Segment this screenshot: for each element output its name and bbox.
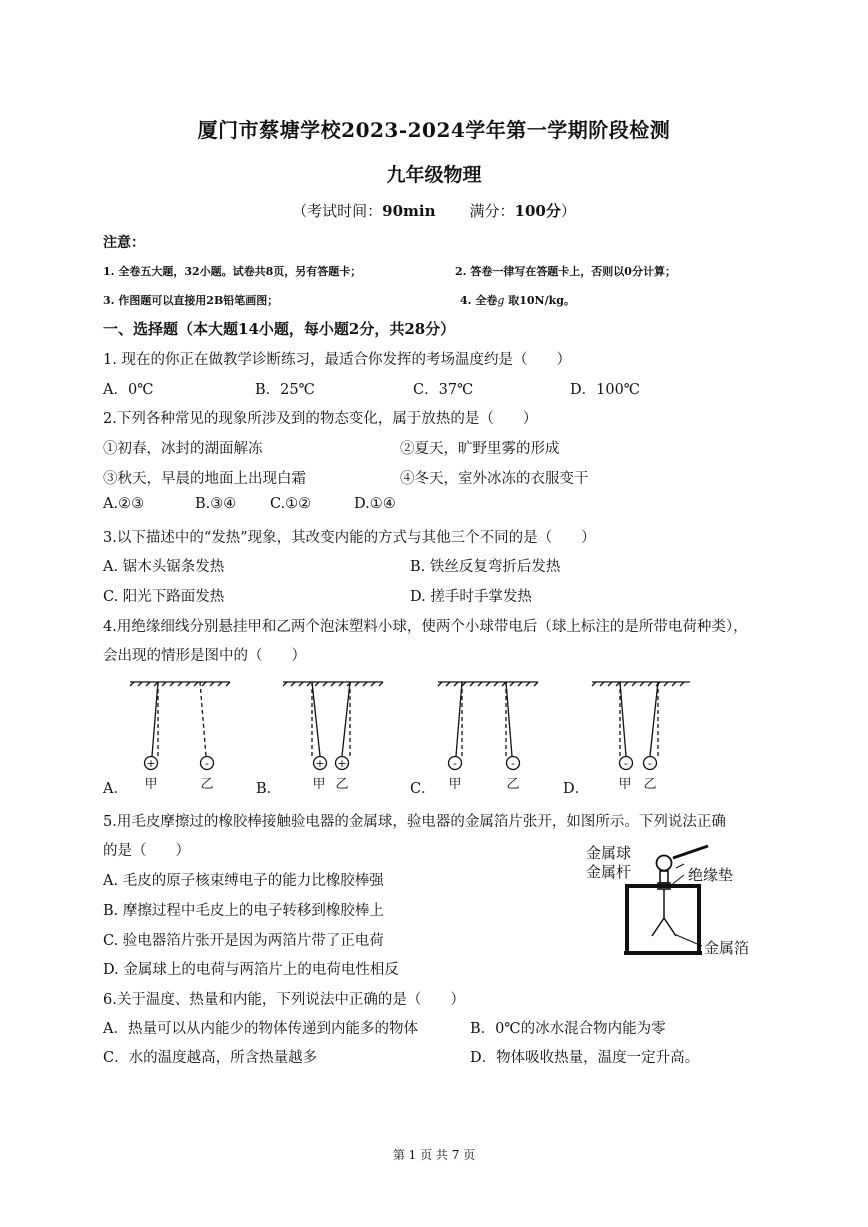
q4-stem-line1: 4.用绝缘细线分别悬挂甲和乙两个泡沫塑料小球，使两个小球带电后（球上标注的是所带电荷种类）， <box>103 619 748 635</box>
q3-option-c: C. 阳光下路面发热 <box>103 589 225 605</box>
q4-d-charge-jia: - <box>624 757 628 770</box>
note-4-var: g <box>497 294 505 307</box>
q4-a-label-yi: 乙 <box>200 777 214 792</box>
q4-c-label-jia: 甲 <box>448 777 462 792</box>
exam-subtitle: 九年级物理 <box>386 164 482 186</box>
q4-c-label-yi: 乙 <box>506 777 520 792</box>
q6-option-a: A．热量可以从内能少的物体传递到内能多的物体 <box>103 1021 418 1037</box>
q1-stem: 1. 现在的你正在做教学诊断练习，最适合你发挥的考场温度约是（ ） <box>103 352 571 368</box>
note-4 <box>460 292 575 308</box>
q5-option-a: A. 毛皮的原子核束缚电子的能力比橡胶棒强 <box>103 873 384 889</box>
q2-item-3: ③秋天，早晨的地面上出现白霜 <box>103 471 306 487</box>
q3-option-b: B. 铁丝反复弯折后发热 <box>410 559 561 575</box>
q4-d-charge-yi: - <box>648 757 652 770</box>
q2-stem: 2.下列各种常见的现象所涉及到的物态变化，属于放热的是（ ） <box>103 411 538 427</box>
q4-a-charge-yi: - <box>205 757 209 770</box>
exam-info <box>0 200 868 221</box>
q6-option-c: C．水的温度越高，所含热量越多 <box>103 1050 318 1066</box>
q2-option-a: A.②③ <box>103 496 145 512</box>
exam-info-open: （考试时间： <box>292 202 383 220</box>
page-footer: 第 1 页 共 7 页 <box>392 1148 476 1162</box>
q4-figure-b <box>283 682 383 770</box>
q2-option-d: D.①④ <box>354 496 396 512</box>
q1-option-b: B．25℃ <box>255 382 315 398</box>
q5-option-b: B. 摩擦过程中毛皮上的电子转移到橡胶棒上 <box>103 903 384 919</box>
q2-item-4: ④冬天，室外冰冻的衣服变干 <box>400 471 589 487</box>
q1-option-a: A．0℃ <box>103 382 154 398</box>
q6-stem: 6.关于温度、热量和内能，下列说法中正确的是（ ） <box>103 992 465 1008</box>
q5-label-pad: 绝缘垫 <box>688 866 734 884</box>
q4-a-charge-jia: + <box>146 757 156 770</box>
note-3: 3. 作图题可以直接用2B铅笔画图； <box>103 294 279 307</box>
note-2: 2. 答卷一律写在答题卡上，否则以0分计算； <box>455 265 676 278</box>
q4-option-c: C． <box>410 781 436 797</box>
q5-option-d: D. 金属球上的电荷与两箔片上的电荷电性相反 <box>103 962 399 978</box>
q3-option-d: D. 搓手时手掌发热 <box>410 589 532 605</box>
q1-option-c: C．37℃ <box>413 382 474 398</box>
q2-item-1: ①初春，冰封的湖面解冻 <box>103 441 263 457</box>
q3-stem: 3.以下描述中的“发热”现象，其改变内能的方式与其他三个不同的是（ ） <box>103 530 596 546</box>
q5-label-foil: 金属箔 <box>704 939 750 957</box>
q4-b-charge-jia: + <box>315 757 325 770</box>
q4-option-b: B． <box>256 781 282 797</box>
q4-option-a: A． <box>103 781 128 797</box>
note-4-post: 取10N/kg。 <box>504 294 575 307</box>
q4-stem-line2: 会出现的情形是图中的（ ） <box>103 648 306 664</box>
q4-a-label-jia: 甲 <box>144 777 158 792</box>
exam-full-label: 满分： <box>469 202 515 220</box>
q3-option-a: A. 锯木头锯条发热 <box>103 559 225 575</box>
q4-c-charge-yi: - <box>511 757 515 770</box>
q5-electroscope-figure <box>580 838 780 968</box>
q4-d-label-yi: 乙 <box>643 777 657 792</box>
q4-b-label-jia: 甲 <box>312 777 326 792</box>
q4-d-label-jia: 甲 <box>618 777 632 792</box>
q4-b-label-yi: 乙 <box>335 777 349 792</box>
q5-stem-line1: 5.用毛皮摩擦过的橡胶棒接触验电器的金属球，验电器的金属箔片张开，如图所示。下列说法正确 <box>103 814 726 830</box>
note-4-pre: 4. 全卷 <box>460 294 498 307</box>
note-1: 1. 全卷五大题，32小题。试卷共8页，另有答题卡； <box>103 265 362 278</box>
q6-option-b: B．0℃的冰水混合物内能为零 <box>470 1021 666 1037</box>
q4-option-d: D． <box>563 781 590 797</box>
q5-option-c: C. 验电器箔片张开是因为两箔片带了正电荷 <box>103 933 384 949</box>
exam-time: 90min <box>382 202 436 220</box>
q2-option-b: B.③④ <box>195 496 237 512</box>
exam-title: 厦门市蔡塘学校2023-2024学年第一学期阶段检测 <box>197 118 671 142</box>
q4-b-charge-yi: + <box>337 757 347 770</box>
section-1-heading: 一、选择题（本大题14小题，每小题2分，共28分） <box>103 320 456 338</box>
q5-stem-line2: 的是（ ） <box>103 843 190 859</box>
q4-c-charge-jia: - <box>453 757 457 770</box>
q4-figure-a <box>130 682 230 770</box>
q2-item-2: ②夏天，旷野里雾的形成 <box>400 441 560 457</box>
q6-option-d: D．物体吸收热量，温度一定升高。 <box>470 1050 700 1066</box>
q5-label-rod: 金属杆 <box>586 863 632 881</box>
exam-info-close: ） <box>560 202 576 220</box>
exam-score: 100分 <box>514 202 561 220</box>
q1-option-d: D．100℃ <box>570 382 641 398</box>
q5-label-ball: 金属球 <box>586 844 632 862</box>
notes-heading: 注意： <box>103 235 145 251</box>
q2-option-c: C.①② <box>270 496 312 512</box>
q4-figure-d <box>592 682 690 770</box>
